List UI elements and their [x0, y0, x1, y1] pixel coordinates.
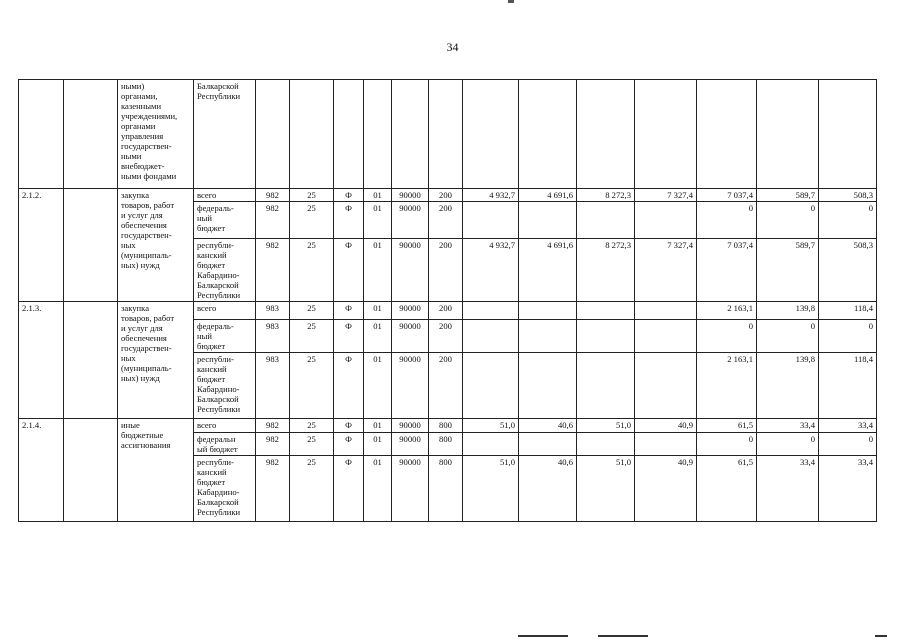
grbs-cell: 982 — [256, 456, 290, 522]
budget-level-cell: федеральн ый бюджет — [194, 433, 256, 456]
budget-level-cell: всего — [194, 302, 256, 320]
budget-level-cell: федераль- ный бюджет — [194, 320, 256, 353]
vr-cell: 200 — [429, 353, 463, 419]
code-cell: 2.1.4. — [19, 419, 64, 522]
value-cell: 33,4 — [757, 456, 819, 522]
empty-cell — [256, 80, 290, 189]
pr-cell: Ф — [334, 433, 364, 456]
value-cell — [463, 320, 519, 353]
value-cell — [463, 353, 519, 419]
empty-cell — [364, 80, 392, 189]
empty-cell — [757, 80, 819, 189]
grbs-cell: 982 — [256, 202, 290, 239]
value-cell: 0 — [757, 433, 819, 456]
sub-cell: 01 — [364, 189, 392, 202]
pr-cell: Ф — [334, 202, 364, 239]
value-cell — [519, 433, 577, 456]
vr-cell: 200 — [429, 239, 463, 302]
value-cell: 0 — [697, 433, 757, 456]
value-cell — [519, 320, 577, 353]
value-cell — [577, 202, 635, 239]
vr-cell: 200 — [429, 320, 463, 353]
rz-cell: 25 — [290, 320, 334, 353]
budget-table — [18, 79, 877, 522]
grbs-cell: 983 — [256, 353, 290, 419]
empty-cell — [290, 80, 334, 189]
empty-cell — [697, 80, 757, 189]
value-cell: 4 932,7 — [463, 239, 519, 302]
vr-cell: 800 — [429, 433, 463, 456]
value-cell: 508,3 — [819, 189, 877, 202]
pr-cell: Ф — [334, 239, 364, 302]
code-cell: 2.1.3. — [19, 302, 64, 419]
value-cell — [577, 302, 635, 320]
empty-cell — [577, 80, 635, 189]
scan-mark — [508, 0, 514, 3]
sub-cell: 01 — [364, 456, 392, 522]
empty-cell — [64, 419, 118, 522]
pr-cell: Ф — [334, 320, 364, 353]
empty-cell — [64, 189, 118, 302]
grbs-cell: 982 — [256, 239, 290, 302]
budget-level-cell: всего — [194, 189, 256, 202]
value-cell — [577, 433, 635, 456]
value-cell — [577, 353, 635, 419]
value-cell: 8 272,3 — [577, 189, 635, 202]
value-cell: 7 327,4 — [635, 239, 697, 302]
value-cell: 0 — [697, 202, 757, 239]
value-cell: 40,6 — [519, 419, 577, 433]
budget-level-cell: республи- канский бюджет Кабардино- Балкарской Республики — [194, 456, 256, 522]
empty-cell — [463, 80, 519, 189]
footer-rule — [875, 635, 887, 637]
csr-cell: 90000 — [392, 302, 429, 320]
value-cell: 2 163,1 — [697, 302, 757, 320]
value-cell: 0 — [819, 320, 877, 353]
value-cell: 40,9 — [635, 456, 697, 522]
value-cell: 7 327,4 — [635, 189, 697, 202]
value-cell: 33,4 — [757, 419, 819, 433]
table-row — [19, 302, 877, 320]
rz-cell: 25 — [290, 189, 334, 202]
value-cell: 589,7 — [757, 189, 819, 202]
table-row — [19, 419, 877, 433]
csr-cell: 90000 — [392, 419, 429, 433]
rz-cell: 25 — [290, 239, 334, 302]
value-cell: 51,0 — [463, 456, 519, 522]
sub-cell: 01 — [364, 202, 392, 239]
value-cell: 51,0 — [463, 419, 519, 433]
pr-cell: Ф — [334, 419, 364, 433]
rz-cell: 25 — [290, 353, 334, 419]
vr-cell: 200 — [429, 189, 463, 202]
sub-cell: 01 — [364, 433, 392, 456]
value-cell: 4 691,6 — [519, 189, 577, 202]
pr-cell: Ф — [334, 189, 364, 202]
description-cell: ными) органами, казенными учреждениями, органами управления государствен- ными внебюджет- ными фондами — [118, 80, 194, 189]
empty-cell — [635, 80, 697, 189]
value-cell: 0 — [819, 202, 877, 239]
csr-cell: 90000 — [392, 456, 429, 522]
budget-level-cell: Балкарской Республики — [194, 80, 256, 189]
value-cell: 40,6 — [519, 456, 577, 522]
value-cell: 139,8 — [757, 353, 819, 419]
value-cell: 61,5 — [697, 456, 757, 522]
value-cell: 7 037,4 — [697, 239, 757, 302]
empty-cell — [334, 80, 364, 189]
csr-cell: 90000 — [392, 202, 429, 239]
vr-cell: 200 — [429, 302, 463, 320]
value-cell: 118,4 — [819, 302, 877, 320]
sub-cell: 01 — [364, 239, 392, 302]
footer-rule — [598, 635, 648, 637]
value-cell — [463, 433, 519, 456]
rz-cell: 25 — [290, 302, 334, 320]
csr-cell: 90000 — [392, 239, 429, 302]
page-number: 34 — [446, 40, 459, 54]
sub-cell: 01 — [364, 320, 392, 353]
value-cell — [577, 320, 635, 353]
budget-level-cell: всего — [194, 419, 256, 433]
budget-level-cell: федераль- ный бюджет — [194, 202, 256, 239]
grbs-cell: 982 — [256, 419, 290, 433]
value-cell: 2 163,1 — [697, 353, 757, 419]
code-cell — [19, 80, 64, 189]
value-cell: 4 932,7 — [463, 189, 519, 202]
rz-cell: 25 — [290, 456, 334, 522]
vr-cell: 800 — [429, 456, 463, 522]
code-cell: 2.1.2. — [19, 189, 64, 302]
rz-cell: 25 — [290, 202, 334, 239]
value-cell: 0 — [819, 433, 877, 456]
empty-cell — [429, 80, 463, 189]
value-cell — [519, 302, 577, 320]
value-cell — [635, 320, 697, 353]
table-row — [19, 189, 877, 202]
value-cell: 61,5 — [697, 419, 757, 433]
grbs-cell: 982 — [256, 189, 290, 202]
sub-cell: 01 — [364, 302, 392, 320]
value-cell: 0 — [697, 320, 757, 353]
description-cell: закупка товаров, работ и услуг для обеспечения государствен- ных (муниципаль- ных) нужд — [118, 302, 194, 419]
value-cell: 118,4 — [819, 353, 877, 419]
description-cell: закупка товаров, работ и услуг для обеспечения государствен- ных (муниципаль- ных) нужд — [118, 189, 194, 302]
value-cell: 51,0 — [577, 456, 635, 522]
value-cell: 8 272,3 — [577, 239, 635, 302]
csr-cell: 90000 — [392, 353, 429, 419]
empty-cell — [64, 80, 118, 189]
value-cell: 33,4 — [819, 456, 877, 522]
vr-cell: 200 — [429, 202, 463, 239]
budget-level-cell: республи- канский бюджет Кабардино- Балкарской Республики — [194, 239, 256, 302]
value-cell: 0 — [757, 320, 819, 353]
value-cell — [463, 202, 519, 239]
pr-cell: Ф — [334, 353, 364, 419]
value-cell — [635, 202, 697, 239]
csr-cell: 90000 — [392, 189, 429, 202]
value-cell: 7 037,4 — [697, 189, 757, 202]
sub-cell: 01 — [364, 353, 392, 419]
vr-cell: 800 — [429, 419, 463, 433]
value-cell — [519, 202, 577, 239]
value-cell: 0 — [757, 202, 819, 239]
value-cell: 508,3 — [819, 239, 877, 302]
empty-cell — [519, 80, 577, 189]
continuation-row — [19, 80, 877, 189]
grbs-cell: 983 — [256, 302, 290, 320]
value-cell — [635, 353, 697, 419]
value-cell: 33,4 — [819, 419, 877, 433]
pr-cell: Ф — [334, 302, 364, 320]
description-cell: иные бюджетные ассигнования — [118, 419, 194, 522]
csr-cell: 90000 — [392, 433, 429, 456]
budget-level-cell: республи- канский бюджет Кабардино- Балкарской Республики — [194, 353, 256, 419]
value-cell — [463, 302, 519, 320]
value-cell — [635, 302, 697, 320]
sub-cell: 01 — [364, 419, 392, 433]
value-cell: 4 691,6 — [519, 239, 577, 302]
value-cell: 589,7 — [757, 239, 819, 302]
empty-cell — [819, 80, 877, 189]
footer-rule — [518, 635, 568, 637]
value-cell: 40,9 — [635, 419, 697, 433]
empty-cell — [64, 302, 118, 419]
grbs-cell: 982 — [256, 433, 290, 456]
csr-cell: 90000 — [392, 320, 429, 353]
rz-cell: 25 — [290, 433, 334, 456]
pr-cell: Ф — [334, 456, 364, 522]
grbs-cell: 983 — [256, 320, 290, 353]
value-cell — [519, 353, 577, 419]
rz-cell: 25 — [290, 419, 334, 433]
value-cell — [635, 433, 697, 456]
value-cell: 139,8 — [757, 302, 819, 320]
value-cell: 51,0 — [577, 419, 635, 433]
empty-cell — [392, 80, 429, 189]
